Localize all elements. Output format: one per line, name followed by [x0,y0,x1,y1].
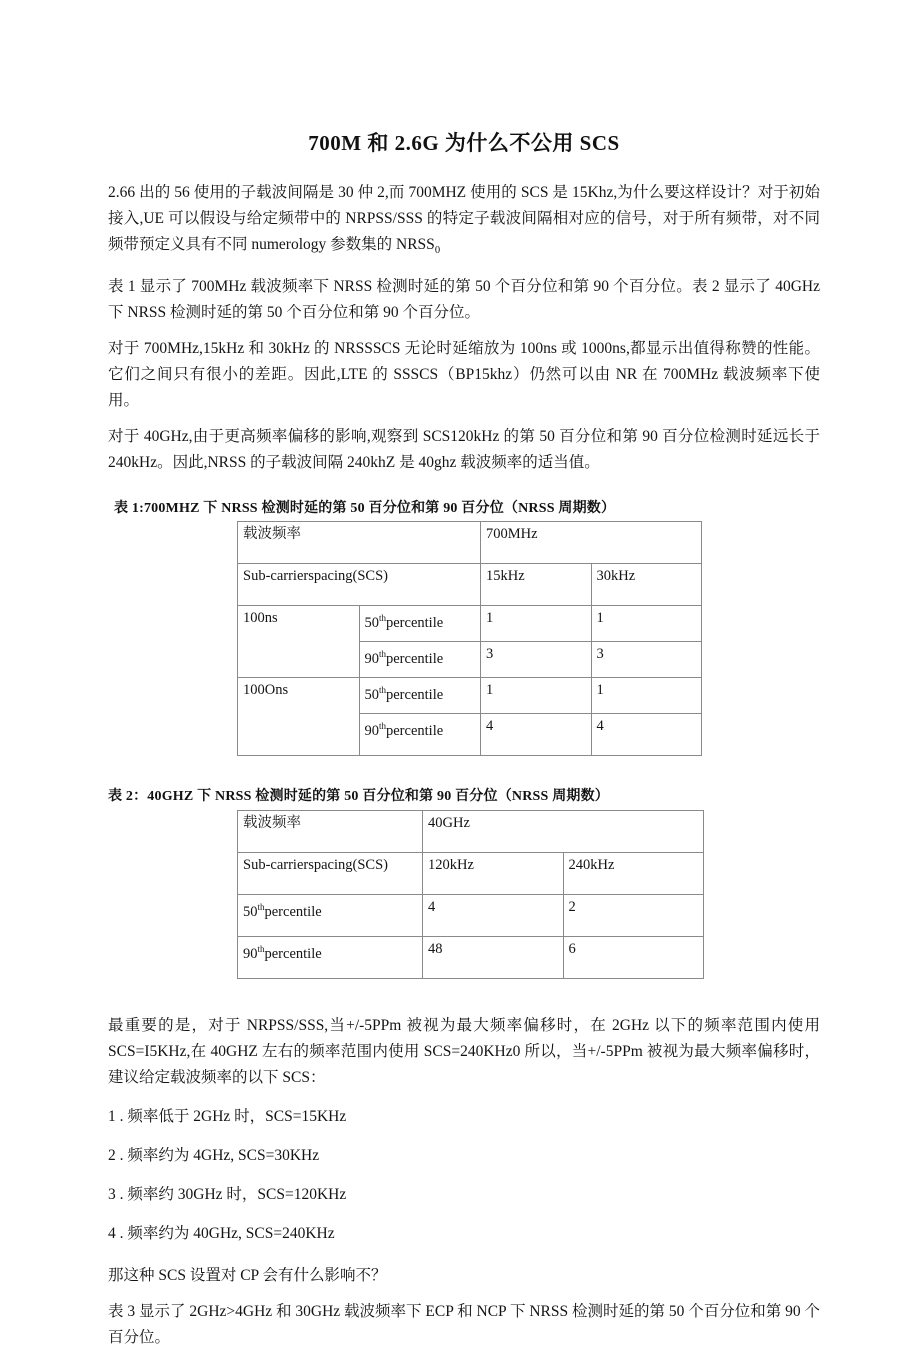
metric-tail: percentile [386,723,444,740]
table-one-v-1000ns-90-15k: 4 [481,714,592,756]
table-one-metric-90th-b [359,714,481,756]
metric-superscript: th [257,944,265,955]
metric-tail: percentile [264,946,322,963]
table-two-v-90-240k: 6 [563,937,704,979]
page-title: 700M 和 2.6G 为什么不公用 SCS [308,131,620,155]
table-two-carrier-value: 40GHz [423,811,704,853]
table-one-scs-30khz: 30kHz [591,564,702,606]
paragraph-intro-text: 2.66 出的 56 使用的子载波间隔是 30 仲 2,而 700MHZ 使用的 SCS 是 15Khz,为什么要这样设计？对于初始接入,UE 可以假设与给定频带中的 NRPSS/SSS 的特定子载波间隔相对应的信号，对于所有频带，对不同频带预定义具有不同 numerology 参数集的 NRSS [108,184,820,254]
list-item: 4 . 频率约为 40GHz, SCS=240KHz [108,1225,335,1243]
table-row [238,937,704,979]
table-one-v-100ns-50-15k: 1 [481,606,592,642]
table-row [238,606,702,642]
table-one-caption: 表 1:700MHZ 下 NRSS 检测时延的第 50 百分位和第 90 百分位（NRSS 周期数） [114,501,616,517]
table-one-scs-15khz: 15kHz [481,564,592,606]
table-row [238,853,704,895]
table-two [237,810,704,979]
paragraph-40ghz-analysis: 对于 40GHz,由于更高频率偏移的影响,观察到 SCS120kHz 的第 50 百分位和第 90 百分位检测时延远长于 240kHz。因此,NRSS 的子载波间隔 240khZ 是 40ghz 载波频率的适当值。 [108,428,820,472]
metric-superscript: th [379,613,386,624]
metric-tail: percentile [386,615,444,632]
metric-superscript: th [379,685,386,696]
table-one-v-1000ns-90-30k: 4 [591,714,702,756]
table-one-v-1000ns-50-30k: 1 [591,678,702,714]
paragraph-recommendation: 最重要的是，对于 NRPSS/SSS,当+/-5PPm 被视为最大频率偏移时，在 2GHz 以下的频率范围内使用 SCS=I5KHz,在 40GHZ 左右的频率范围内使用 SCS=240KHz0 所以，当+/-5PPm 被视为最大频率偏移时，建议给定载波频率的以下 SCS： [108,1017,820,1087]
document-content [108,0,820,1351]
table-two-caption: 表 2：40GHZ 下 NRSS 检测时延的第 50 百分位和第 90 百分位（NRSS 周期数） [108,789,610,805]
table-two-scs-240khz: 240kHz [563,853,704,895]
metric-number: 50 [243,904,258,921]
list-item: 2 . 频率约为 4GHz, SCS=30KHz [108,1147,320,1165]
table-row [238,811,704,853]
paragraph-table-three-ref: 表 3 显示了 2GHz>4GHz 和 30GHz 载波频率下 ECP 和 NCP 下 NRSS 检测时延的第 50 个百分位和第 90 个百分位。 [108,1303,820,1347]
table-two-metric-90th [238,937,423,979]
table-one-wrapper [108,521,820,756]
metric-tail: percentile [386,687,444,704]
table-two-v-50-120k: 4 [423,895,564,937]
metric-number: 50 [364,615,379,632]
table-two-scs-label: Sub-carrierspacing(SCS) [238,853,423,895]
metric-superscript: th [379,649,386,660]
table-row [238,522,702,564]
metric-superscript: th [257,902,265,913]
table-two-metric-50th [238,895,423,937]
table-one-v-100ns-90-15k: 3 [481,642,592,678]
metric-number: 90 [243,946,258,963]
paragraph-table-refs: 表 1 显示了 700MHz 载波频率下 NRSS 检测时延的第 50 个百分位和第 90 个百分位。表 2 显示了 40GHz 下 NRSS 检测时延的第 50 个百分位和第 90 个百分位。 [108,278,820,322]
metric-tail: percentile [264,904,322,921]
table-one-group-100ns: 100ns [238,606,360,678]
paragraph-intro [108,180,820,264]
metric-number: 90 [364,651,379,668]
table-two-scs-120khz: 120kHz [423,853,564,895]
paragraph-700mhz-analysis: 对于 700MHz,15kHz 和 30kHz 的 NRSSSCS 无论时延缩放为 100ns 或 1000ns,都显示出值得称赞的性能。它们之间只有很小的差距。因此,LTE 的 SSSCS（BP15khz）仍然可以由 NR 在 700MHz 载波频率下使用。 [108,340,820,410]
table-one-carrier-label: 载波频率 [238,522,481,564]
table-one-carrier-value: 700MHz [481,522,702,564]
nrss-subscript: 0 [434,245,441,257]
spacer [108,756,820,786]
table-row [238,895,704,937]
table-one [237,521,702,756]
table-row [238,564,702,606]
list-item: 1 . 频率低于 2GHz 时，SCS=15KHz [108,1108,347,1126]
table-one-scs-label: Sub-carrierspacing(SCS) [238,564,481,606]
table-one-metric-90th-a [359,642,481,678]
table-two-v-90-120k: 48 [423,937,564,979]
spacer [108,979,820,997]
table-one-v-1000ns-50-15k: 1 [481,678,592,714]
metric-tail: percentile [386,651,444,668]
table-two-v-50-240k: 2 [563,895,704,937]
table-two-wrapper [108,810,820,979]
table-one-metric-50th-b [359,678,481,714]
metric-number: 50 [364,687,379,704]
table-row [238,678,702,714]
table-two-carrier-label: 载波频率 [238,811,423,853]
table-one-v-100ns-90-30k: 3 [591,642,702,678]
list-item: 3 . 频率约 30GHz 时，SCS=120KHz [108,1186,347,1204]
table-one-metric-50th-a [359,606,481,642]
table-one-group-1000ns: 100Ons [238,678,360,756]
metric-number: 90 [364,723,379,740]
metric-superscript: th [379,721,386,732]
paragraph-cp-question: 那这种 SCS 设置对 CP 会有什么影响不？ [108,1267,387,1285]
table-one-v-100ns-50-30k: 1 [591,606,702,642]
